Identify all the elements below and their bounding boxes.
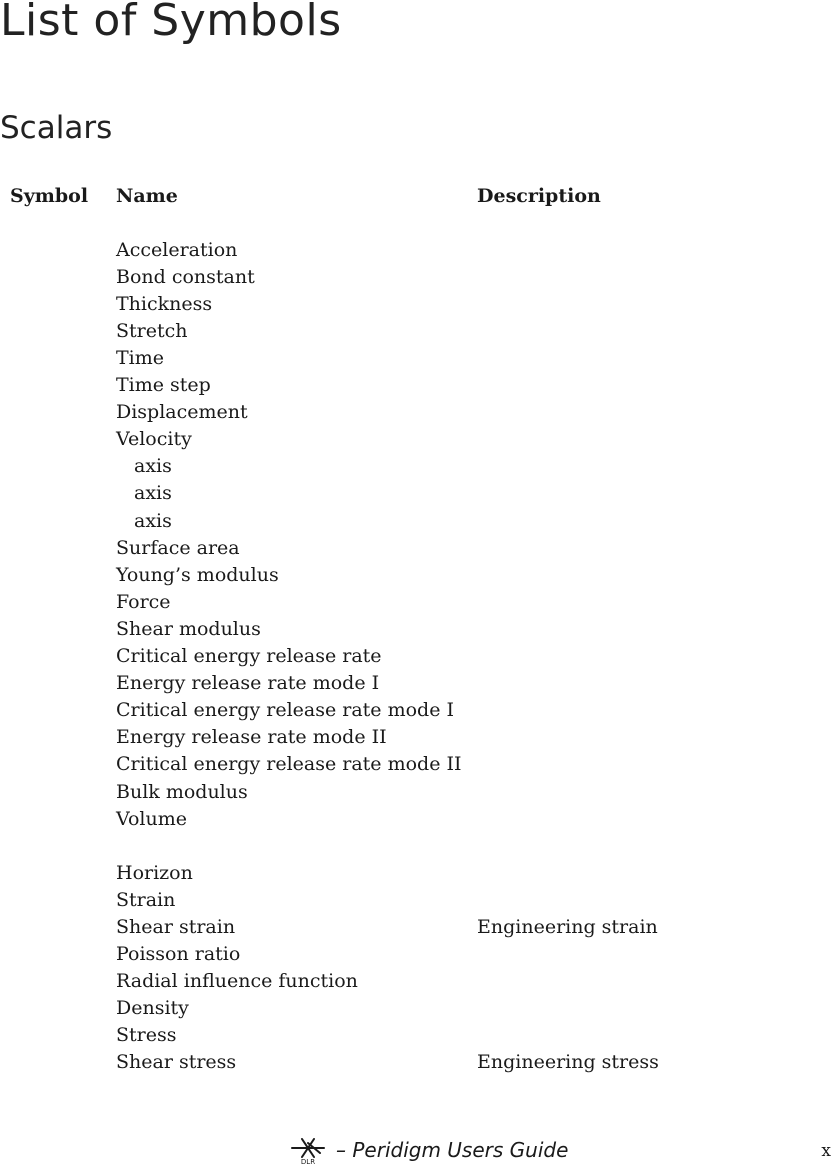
table-row <box>0 805 757 832</box>
axis-label: axis <box>134 509 172 532</box>
table-row <box>0 859 757 886</box>
description-cell <box>477 697 757 724</box>
description-cell <box>477 588 757 615</box>
description-column-header: Description <box>477 184 601 207</box>
description-cell <box>477 426 757 453</box>
name-cell: Strain <box>116 888 176 911</box>
table-row <box>0 588 757 615</box>
name-cell <box>116 453 477 480</box>
description-cell <box>477 263 757 290</box>
description-cell <box>477 290 757 317</box>
name-cell: Stretch <box>116 319 188 342</box>
table-row <box>0 453 757 480</box>
symbol-cell <box>0 832 116 859</box>
symbol-cell <box>0 697 116 724</box>
description-cell <box>477 778 757 805</box>
table-row <box>0 697 757 724</box>
table-row <box>0 832 757 859</box>
description-cell <box>477 724 757 751</box>
symbol-cell <box>0 913 116 940</box>
name-cell <box>116 480 477 507</box>
symbol-cell <box>0 751 116 778</box>
name-cell: Surface area <box>116 536 240 559</box>
name-cell: Critical energy release rate mode I <box>116 699 454 722</box>
table-row <box>0 263 757 290</box>
symbol-cell <box>0 805 116 832</box>
symbol-cell <box>0 480 116 507</box>
description-cell <box>477 751 757 778</box>
table-row <box>0 643 757 670</box>
table-row <box>0 344 757 371</box>
description-cell <box>477 643 757 670</box>
symbol-cell <box>0 263 116 290</box>
description-cell: Engineering strain <box>477 915 658 938</box>
description-cell <box>477 480 757 507</box>
table-row <box>0 209 757 236</box>
description-cell <box>477 534 757 561</box>
table-row <box>0 724 757 751</box>
name-cell: Force <box>116 590 171 613</box>
symbol-cell <box>0 670 116 697</box>
symbol-cell <box>0 236 116 263</box>
description-cell <box>477 372 757 399</box>
footer-title: – Peridigm Users Guide <box>336 1138 569 1162</box>
symbol-cell <box>0 1049 116 1076</box>
axis-label: axis <box>134 482 172 505</box>
description-cell <box>477 561 757 588</box>
table-row <box>0 778 757 805</box>
name-cell: Bulk modulus <box>116 780 248 803</box>
symbol-cell <box>0 372 116 399</box>
symbol-cell <box>0 453 116 480</box>
table-row <box>0 751 757 778</box>
name-cell: Thickness <box>116 292 213 315</box>
name-cell: Shear modulus <box>116 617 261 640</box>
table-row <box>0 1022 757 1049</box>
symbol-cell <box>0 507 116 534</box>
name-cell: Energy release rate mode II <box>116 726 387 749</box>
name-cell: Horizon <box>116 861 193 884</box>
page-footer <box>0 1134 831 1166</box>
symbol-cell <box>0 1022 116 1049</box>
table-row <box>0 995 757 1022</box>
name-column-header: Name <box>116 184 178 207</box>
name-cell: Shear strain <box>116 915 236 938</box>
description-cell <box>477 968 757 995</box>
symbol-column-header: Symbol <box>10 184 89 207</box>
table-row <box>0 968 757 995</box>
table-row <box>0 561 757 588</box>
description-cell <box>477 859 757 886</box>
name-cell: Displacement <box>116 401 248 424</box>
name-cell <box>116 209 477 236</box>
name-cell: Velocity <box>116 428 192 451</box>
description-cell <box>477 805 757 832</box>
table-row <box>0 886 757 913</box>
symbol-cell <box>0 615 116 642</box>
symbol-cell <box>0 561 116 588</box>
name-cell: Density <box>116 997 189 1020</box>
symbol-cell <box>0 426 116 453</box>
description-cell <box>477 670 757 697</box>
name-cell: Young’s modulus <box>116 563 279 586</box>
table-header-row <box>0 182 757 209</box>
symbol-cell <box>0 941 116 968</box>
name-cell: Stress <box>116 1024 177 1047</box>
name-cell: Energy release rate mode I <box>116 672 380 695</box>
description-cell <box>477 832 757 859</box>
name-cell: Volume <box>116 807 187 830</box>
description-cell <box>477 344 757 371</box>
description-cell <box>477 615 757 642</box>
page-title: List of Symbols <box>0 0 342 46</box>
table-row <box>0 372 757 399</box>
symbol-cell <box>0 534 116 561</box>
table-row <box>0 941 757 968</box>
description-cell <box>477 995 757 1022</box>
symbol-cell <box>0 317 116 344</box>
dlr-logo-icon <box>288 1134 330 1166</box>
name-cell: Time step <box>116 374 211 397</box>
table-row <box>0 670 757 697</box>
name-cell <box>116 507 477 534</box>
description-cell <box>477 507 757 534</box>
table-row <box>0 913 757 940</box>
symbol-cell <box>0 209 116 236</box>
table-row <box>0 426 757 453</box>
description-cell <box>477 236 757 263</box>
table-row <box>0 290 757 317</box>
symbol-cell <box>0 290 116 317</box>
description-cell <box>477 1022 757 1049</box>
svg-text:DLR: DLR <box>300 1158 316 1166</box>
table-row <box>0 317 757 344</box>
description-cell: Engineering stress <box>477 1051 659 1074</box>
symbol-cell <box>0 588 116 615</box>
symbol-cell <box>0 344 116 371</box>
name-cell: Acceleration <box>116 238 238 261</box>
table-row <box>0 534 757 561</box>
section-title: Scalars <box>0 110 113 146</box>
name-cell: Shear stress <box>116 1051 237 1074</box>
table-row <box>0 236 757 263</box>
name-cell: Radial influence function <box>116 970 358 993</box>
table-row <box>0 507 757 534</box>
symbol-cell <box>0 886 116 913</box>
symbol-cell <box>0 778 116 805</box>
axis-label: axis <box>134 455 172 478</box>
symbol-cell <box>0 859 116 886</box>
description-cell <box>477 317 757 344</box>
symbols-table <box>0 182 757 1076</box>
name-cell: Poisson ratio <box>116 943 241 966</box>
table-row <box>0 615 757 642</box>
description-cell <box>477 941 757 968</box>
symbol-cell <box>0 399 116 426</box>
name-cell: Critical energy release rate mode II <box>116 753 462 776</box>
name-cell: Bond constant <box>116 265 255 288</box>
description-cell <box>477 209 757 236</box>
symbol-cell <box>0 643 116 670</box>
description-cell <box>477 453 757 480</box>
description-cell <box>477 886 757 913</box>
table-row <box>0 480 757 507</box>
name-cell: Time <box>116 347 165 370</box>
table-row <box>0 399 757 426</box>
description-cell <box>477 399 757 426</box>
name-cell: Critical energy release rate <box>116 645 382 668</box>
symbol-cell <box>0 968 116 995</box>
symbol-cell <box>0 995 116 1022</box>
name-cell <box>116 832 477 859</box>
symbol-cell <box>0 724 116 751</box>
table-row <box>0 1049 757 1076</box>
page-number: x <box>821 1141 831 1161</box>
